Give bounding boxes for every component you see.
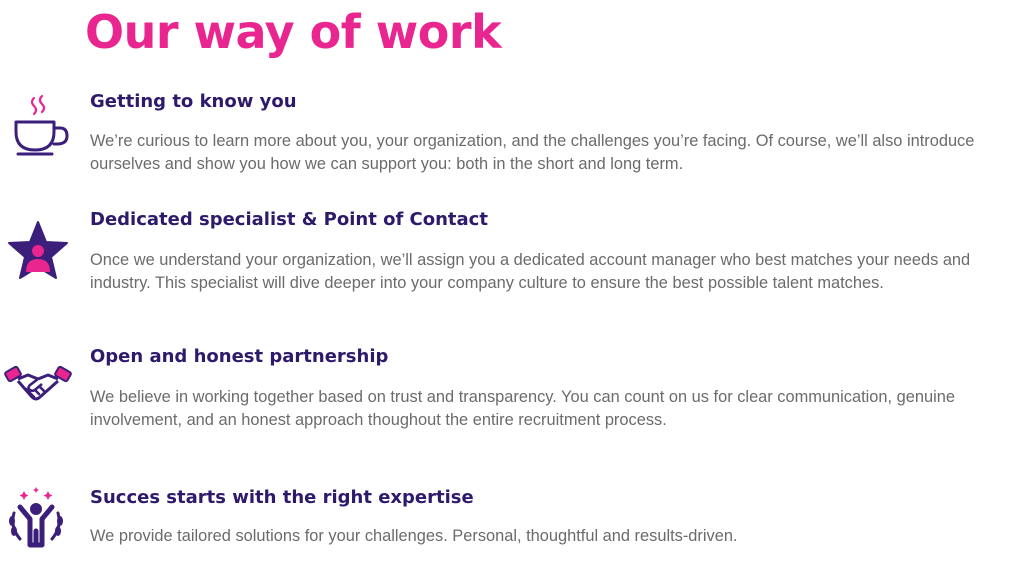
step-description: Once we understand your organization, we’ll assign you a dedicated account manager who best matches your needs and industry. This specialist will dive deeper into your company culture to ensure the best possible talent matches. (90, 251, 971, 292)
star-person-icon (4, 218, 72, 286)
step-heading: Dedicated specialist & Point of Contact (90, 209, 488, 230)
step-heading: Getting to know you (90, 91, 297, 112)
step-description: We’re curious to learn more about you, your organization, and the challenges you’re facing. Of course, we’ll also introduce ourselves and show you how we can support you: both in the short and long term. (90, 132, 975, 173)
step-heading: Open and honest partnership (90, 346, 389, 367)
step-heading: Succes starts with the right expertise (90, 487, 474, 508)
step-description: We provide tailored solutions for your challenges. Personal, thoughtful and results-driven. (90, 527, 738, 545)
coffee-cup-icon (4, 92, 72, 160)
handshake-icon (4, 353, 72, 421)
success-laurel-icon (4, 485, 72, 553)
page-title: Our way of work (85, 5, 502, 59)
step-description: We believe in working together based on trust and transparency. You can count on us for clear communication, genuine involvement, and an honest approach thoughout the entire recruitment process. (90, 388, 955, 429)
